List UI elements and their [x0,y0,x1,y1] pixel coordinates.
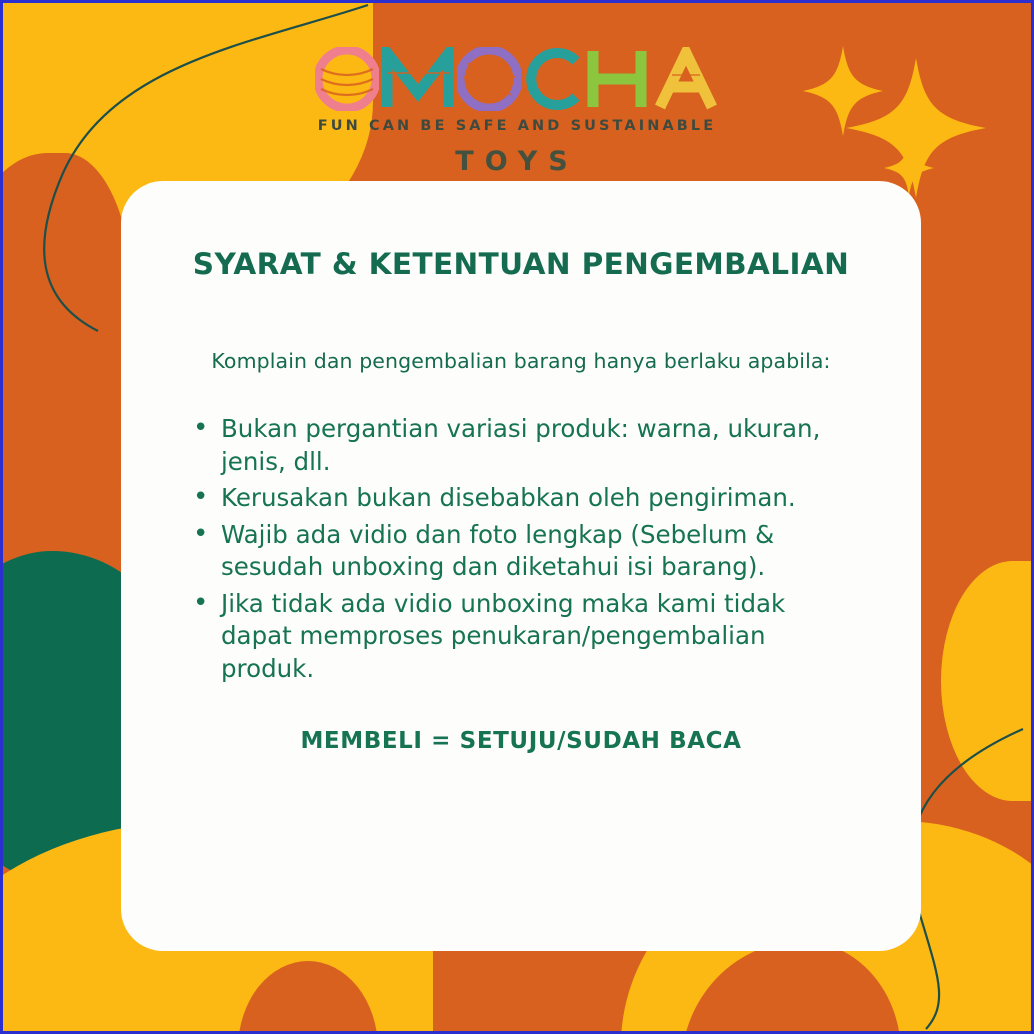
decorative-blob-left-orange [0,153,133,573]
logo-letterforms [3,31,1031,111]
brand-logo [3,31,1031,177]
list-item: • Bukan pergantian variasi produk: warna, ukuran, jenis, dll. [189,413,861,478]
logo-letter-c-icon [524,47,582,111]
page-title: SYARAT & KETENTUAN PENGEMBALIAN [192,247,850,281]
card-subtitle: Komplain dan pengembalian barang hanya berlaku apabila: [211,349,831,373]
terms-card [121,181,921,951]
brand-tagline: FUN CAN BE SAFE AND SUSTAINABLE [317,118,717,134]
logo-letter-a-icon [652,47,720,111]
decorative-blob-right-yellow [941,561,1034,801]
list-item: • Jika tidak ada vidio unboxing maka kami tidak dapat memproses penukaran/pengembalian produk. [189,588,861,686]
list-item: • Kerusakan bukan disebabkan oleh pengiriman. [189,482,861,515]
list-item: • Wajib ada vidio dan foto lengkap (Sebelum & sesudah unboxing dan diketahui isi barang). [189,519,861,584]
brand-subtitle: TOYS [455,146,579,177]
card-footer-note: MEMBELI = SETUJU/SUDAH BACA [300,727,742,754]
logo-letter-h-icon [585,47,649,111]
logo-letter-m-icon [382,47,454,111]
terms-list [177,413,865,686]
logo-letter-o2-icon [457,47,521,111]
logo-letter-o-icon [315,47,379,111]
